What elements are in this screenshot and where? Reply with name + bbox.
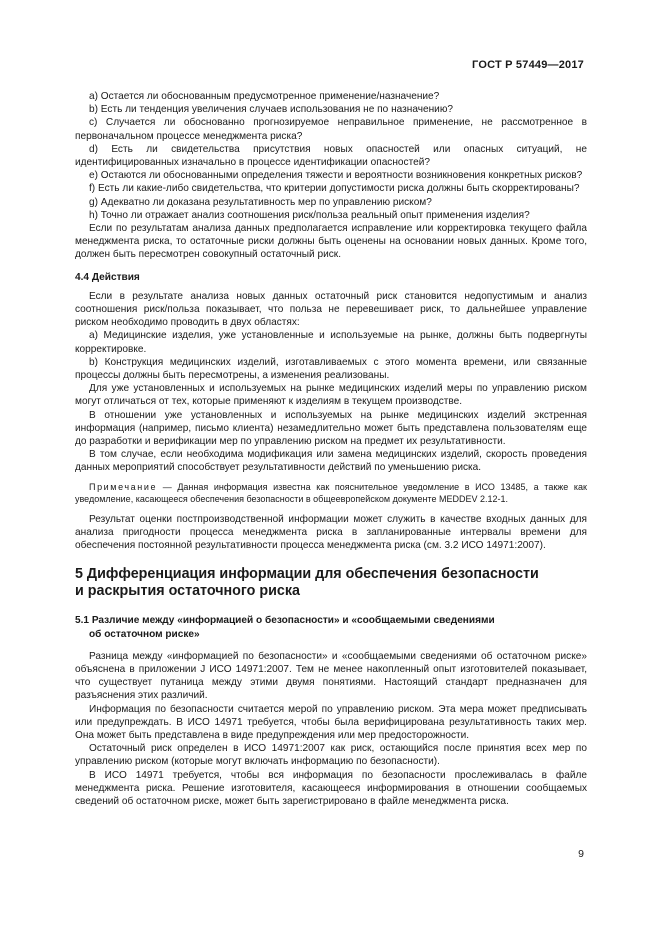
section-4-4-paragraph-5: Результат оценки постпроизводственной информации может служить в качестве входных данных для анализа пригодности процесса менеджмента риска в запланированные интервалы времени для обеспечения постоянной результативности процесса менеджмента риска (см. 3.2 ИСО 14971:2007). — [75, 513, 587, 552]
note — [75, 481, 587, 505]
question-h: h) Точно ли отражает анализ соотношения риск/польза реальный опыт применения изделия? — [89, 209, 530, 221]
note-label: Примечание — [89, 481, 158, 492]
question-f: f) Есть ли какие-либо свидетельства, что критерии допустимости риска должны быть скорректированы? — [89, 183, 580, 195]
question-e: е) Остаются ли обоснованными определения тяжести и вероятности возникновения конкретных рисков? — [89, 170, 583, 182]
section-5-1-heading-line-1: 5.1 Различие между «информацией о безопасности» и «сообщаемыми сведениями — [75, 615, 495, 627]
section-5-heading-line-2: и раскрытия остаточного риска — [75, 583, 300, 600]
note-text: — Данная информация известна как пояснительное уведомление в ИСО 13485, а также как уведомление, касающееся обеспечения безопасности в общеевропейском документе MEDDEV 2.12-1. — [75, 481, 587, 504]
section-5-1-paragraph-3: Остаточный риск определен в ИСО 14971:2007 как риск, остающийся после принятия всех мер по управлению риском (которые могут включать информацию по безопасности). — [75, 743, 587, 768]
section-5-1-paragraph-2: Информация по безопасности считается мерой по управлению риском. Эта мера может предписывать или предупреждать. В ИСО 14971 требуется, чтобы была верифицирована результативность таких мер. Она может быть представлена в виде предупреждения или мер предосторожности. — [75, 703, 587, 741]
section-5-1-paragraph-1: Разница между «информацией по безопасности» и «сообщаемыми сведениями об остаточном риске» объяснена в приложении J ИСО 14971:2007. Тем не менее накопленный опыт изготовителей показывает, что существует путаница между этими двумя понятиями. Настоящий стандарт предназначен для разъяснения этих различий. — [75, 650, 587, 702]
question-a: а) Остается ли обоснованным предусмотренное применение/назначение? — [89, 91, 440, 102]
section-4-4-item-b: b) Конструкция медицинских изделий, изготавливаемых с этого момента времени, или связанные процессы должны быть пересмотрены, а изменения реализованы. — [75, 356, 587, 382]
questions-followup: Если по результатам анализа данных предполагается исправление или корректировка текущего файла менеджмента риска, то остаточные риски должны быть оценены на основании новых данных. Кроме того, должен быть пересмотрен совокупный остаточный риск. — [75, 223, 587, 261]
section-5-1-paragraph-4: В ИСО 14971 требуется, чтобы вся информация по безопасности прослеживалась в файле менеджмента риска. Решение изготовителя, касающееся информирования в отношении сообщаемых сведений об остаточном риске, может быть зарегистрировано в файле менеджмента риска. — [75, 769, 587, 807]
section-4-4-paragraph-4: В том случае, если необходима модификация или замена медицинских изделий, скорость проведения данных мероприятий способствует результативности действий по уменьшению риска. — [75, 449, 587, 474]
section-4-4-item-a: а) Медицинские изделия, уже установленные и используемые на рынке, должны быть подвергнуты корректировке. — [75, 330, 587, 355]
section-5-heading-line-1: 5 Дифференциация информации для обеспечения безопасности — [75, 566, 539, 583]
document-id-header: ГОСТ Р 57449—2017 — [472, 59, 584, 71]
section-4-4-paragraph-1: Если в результате анализа новых данных остаточный риск становится недопустимым и анализ соотношения риск/польза показывает, что польза не перевешивает риск, то дальнейшее управление риском необходимо проводить в двух областях: — [75, 290, 587, 329]
section-5-1-heading-line-2: об остаточном риске» — [89, 628, 200, 640]
question-d: d) Есть ли свидетельства присутствия новых опасностей или опасных ситуаций, не идентифицированных изначально в процессе идентификации опасностей? — [75, 143, 587, 169]
section-4-4-paragraph-2: Для уже установленных и используемых на рынке медицинских изделий меры по управлению риском могут отличаться от тех, которые применяют к изделиям в текущем производстве. — [75, 383, 587, 408]
section-5-1-heading — [75, 614, 587, 640]
section-4-4-paragraph-3: В отношении уже установленных и используемых на рынке медицинских изделий экстренная информация (например, письмо клиента) незамедлительно может быть представлена пользователям еще до разработки и верификации мер по управлению риском на предмет их результативности. — [75, 409, 587, 448]
section-5-heading — [75, 566, 587, 600]
question-g: g) Адекватно ли доказана результативность мер по управлению риском? — [89, 196, 432, 208]
question-c: с) Случается ли обоснованно прогнозируемое неправильное применение, не рассмотренное в первоначальном процессе менеджмента риска? — [75, 117, 587, 142]
page-number: 9 — [578, 848, 584, 860]
section-4-4-heading: 4.4 Действия — [75, 271, 140, 283]
question-b: b) Есть ли тенденция увеличения случаев использования не по назначению? — [89, 104, 453, 116]
page-content — [75, 90, 587, 808]
